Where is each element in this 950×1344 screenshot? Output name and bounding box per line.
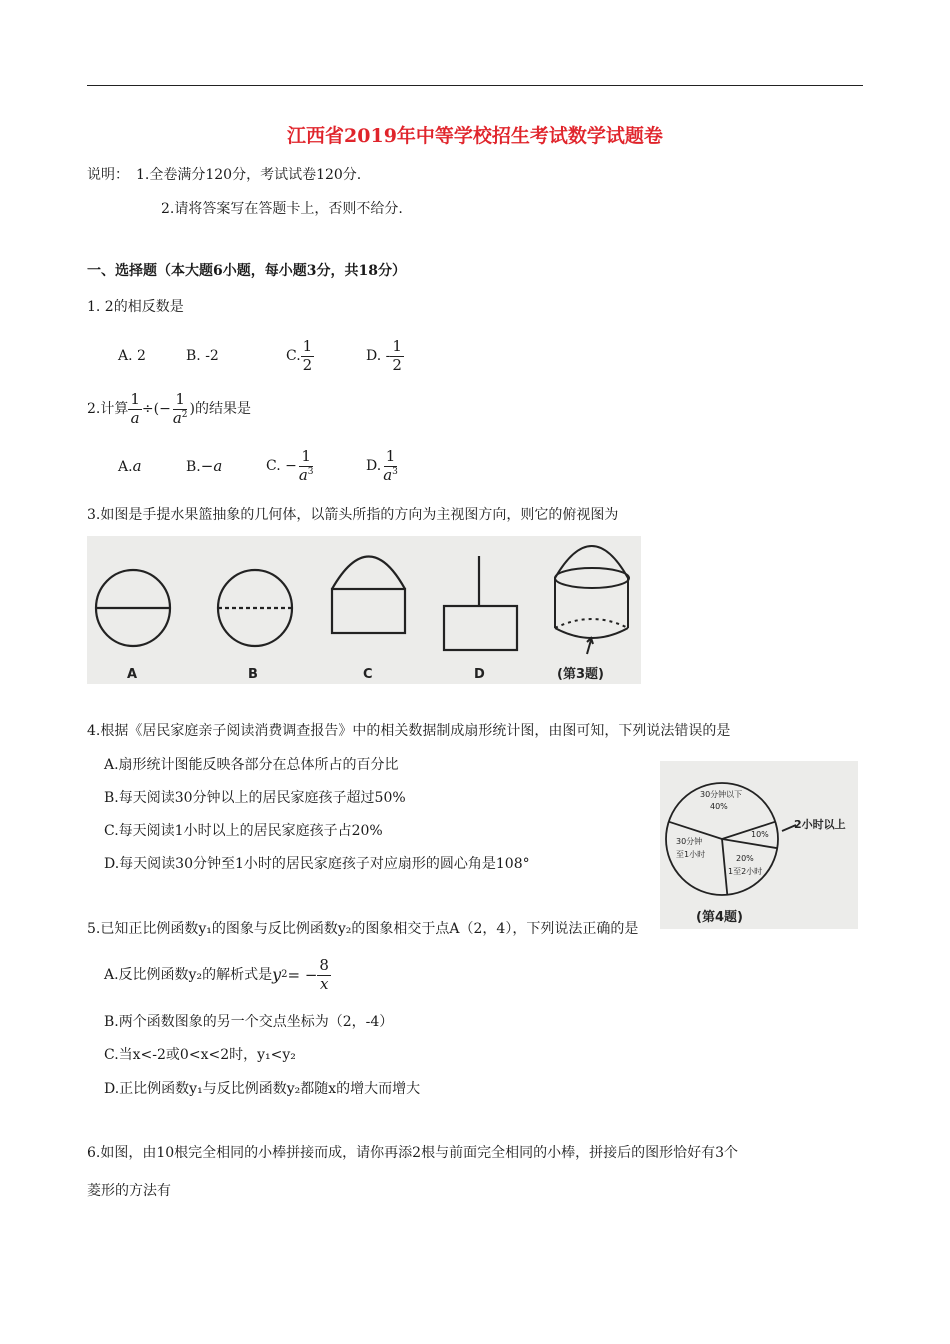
q4-pie-chart [660, 761, 858, 929]
q2-a-value: a [132, 456, 142, 475]
q1-options [118, 337, 404, 375]
q2-c-exp: 3 [307, 466, 314, 477]
q2-prefix: 2.计算 [87, 401, 129, 417]
q5-a-lhs: y [272, 965, 282, 984]
q5-stem: 5.已知正比例函数y₁的图象与反比例函数y₂的图象相交于点A（2，4），下列说法正确的是 [87, 921, 639, 937]
q6-line-1: 6.如图，由10根完全相同的小棒拼接而成，请你再添2根与前面完全相同的小棒，拼接后的图形恰好有3个 [87, 1145, 738, 1161]
q3-stem: 3.如图是手提水果篮抽象的几何体，以箭头所指的方向为主视图方向，则它的俯视图为 [87, 507, 619, 523]
q3-shape-a [96, 570, 170, 646]
q2-f2-num: 1 [175, 390, 185, 409]
q3-label-a: A [127, 667, 138, 682]
q2-d-label: D. [366, 458, 382, 474]
q3-caption: (第3题) [557, 667, 604, 682]
note-1: 1.全卷满分120分，考试试卷120分. [136, 167, 362, 183]
q1-d-num: 1 [392, 337, 402, 356]
q5-a-text: A.反比例函数y₂的解析式是 [104, 967, 273, 983]
q2-a-label: A. [118, 458, 133, 475]
q1-option-a: A. 2 [118, 348, 146, 364]
q2-suffix: )的结果是 [189, 401, 251, 417]
q2-c-num: 1 [301, 447, 311, 466]
pie-label-s2b: 至1小时 [676, 850, 706, 859]
q4-stem: 4.根据《居民家庭亲子阅读消费调查报告》中的相关数据制成扇形统计图，由图可知，下列说法错误的是 [87, 723, 731, 739]
q5-option-b: B.两个函数图象的另一个交点坐标为（2，-4） [104, 1014, 394, 1030]
q1-option-d-label: D. - [366, 348, 391, 364]
q5-a-den: x [319, 974, 329, 993]
q2-f2-den: a [172, 408, 182, 427]
q1-d-den: 2 [392, 355, 402, 374]
q2-c-fraction [297, 448, 316, 484]
q2-b-label: B. [186, 458, 201, 475]
q3-shape-c [332, 557, 405, 634]
notes-label: 说明： [87, 167, 129, 183]
q1-stem: 1. 2的相反数是 [87, 299, 184, 315]
q3-solid [555, 546, 629, 654]
q5-a-sub: 2 [281, 969, 288, 980]
q4-option-c: C.每天阅读1小时以上的居民家庭孩子占20% [104, 823, 383, 839]
q5-a-fraction [317, 957, 331, 993]
q2-operator: ÷(− [141, 401, 171, 417]
top-rule [87, 85, 863, 86]
q1-c-fraction [301, 338, 315, 374]
q2-d-fraction [381, 448, 400, 484]
q2-options [118, 446, 400, 486]
q5-option-a [104, 952, 331, 998]
pie-label-s3-pct: 10% [751, 830, 769, 839]
pie-label-s1-pct: 40% [710, 802, 728, 811]
q2-stem [87, 389, 251, 429]
q2-c-label: C. − [266, 458, 297, 474]
q2-option-d [366, 448, 400, 484]
q2-option-b [186, 456, 266, 475]
q2-f1-den: a [130, 408, 140, 427]
q1-c-den: 2 [302, 355, 313, 374]
q1-option-c-label: C. [286, 348, 301, 364]
q2-d-den: a [383, 465, 393, 484]
q5-a-num: 8 [319, 956, 329, 975]
q2-b-value: −a [200, 456, 223, 475]
q2-fraction-1 [128, 391, 142, 427]
pie-label-s4-pct: 20% [736, 854, 754, 863]
note-2: 2.请将答案写在答题卡上，否则不给分. [161, 201, 403, 217]
exam-title: 江西省2019年中等学校招生考试数学试题卷 [287, 125, 663, 147]
pie-divider-3 [722, 839, 777, 848]
q3-shape-d [444, 556, 517, 650]
q3-figure [87, 536, 641, 684]
pie-label-s1: 30分钟以下 [700, 790, 743, 799]
q3-label-c: C [363, 667, 373, 682]
pie-callout: 2小时以上 [794, 818, 846, 831]
q3-label-d: D [474, 667, 485, 682]
q2-option-a [118, 456, 186, 475]
q5-a-eq: = − [287, 965, 318, 984]
q2-f1-num: 1 [130, 390, 140, 409]
pie-label-s2a: 30分钟 [676, 837, 703, 846]
q2-fraction-2 [171, 391, 190, 427]
q2-d-num: 1 [385, 447, 396, 466]
pie-divider-4 [722, 839, 727, 895]
pie-label-s4: 1至2小时 [728, 867, 763, 876]
q4-caption: (第4题) [696, 910, 743, 925]
q5-option-c: C.当x<-2或0<x<2时，y₁<y₂ [104, 1047, 296, 1063]
q3-label-b: B [248, 667, 258, 682]
q2-c-den: a [298, 465, 308, 484]
q1-option-b: B. -2 [186, 348, 219, 364]
q1-option-d [366, 338, 404, 374]
q6-line-2: 菱形的方法有 [87, 1183, 171, 1199]
q2-option-c [266, 448, 366, 484]
q2-f2-exp: 2 [181, 409, 188, 420]
q2-d-exp: 3 [392, 466, 398, 477]
q1-c-num: 1 [302, 337, 313, 356]
q5-option-d: D.正比例函数y₁与反比例函数y₂都随x的增大而增大 [104, 1081, 421, 1097]
section-1-heading: 一、选择题（本大题6小题，每小题3分，共18分） [87, 263, 406, 279]
q1-d-fraction [390, 338, 404, 374]
q4-option-d: D.每天阅读30分钟至1小时的居民家庭孩子对应扇形的圆心角是108° [104, 856, 530, 872]
q4-option-b: B.每天阅读30分钟以上的居民家庭孩子超过50% [104, 790, 406, 806]
q4-option-a: A.扇形统计图能反映各部分在总体所占的百分比 [104, 757, 399, 773]
q1-option-c [286, 338, 366, 374]
q3-shape-b [218, 570, 292, 646]
